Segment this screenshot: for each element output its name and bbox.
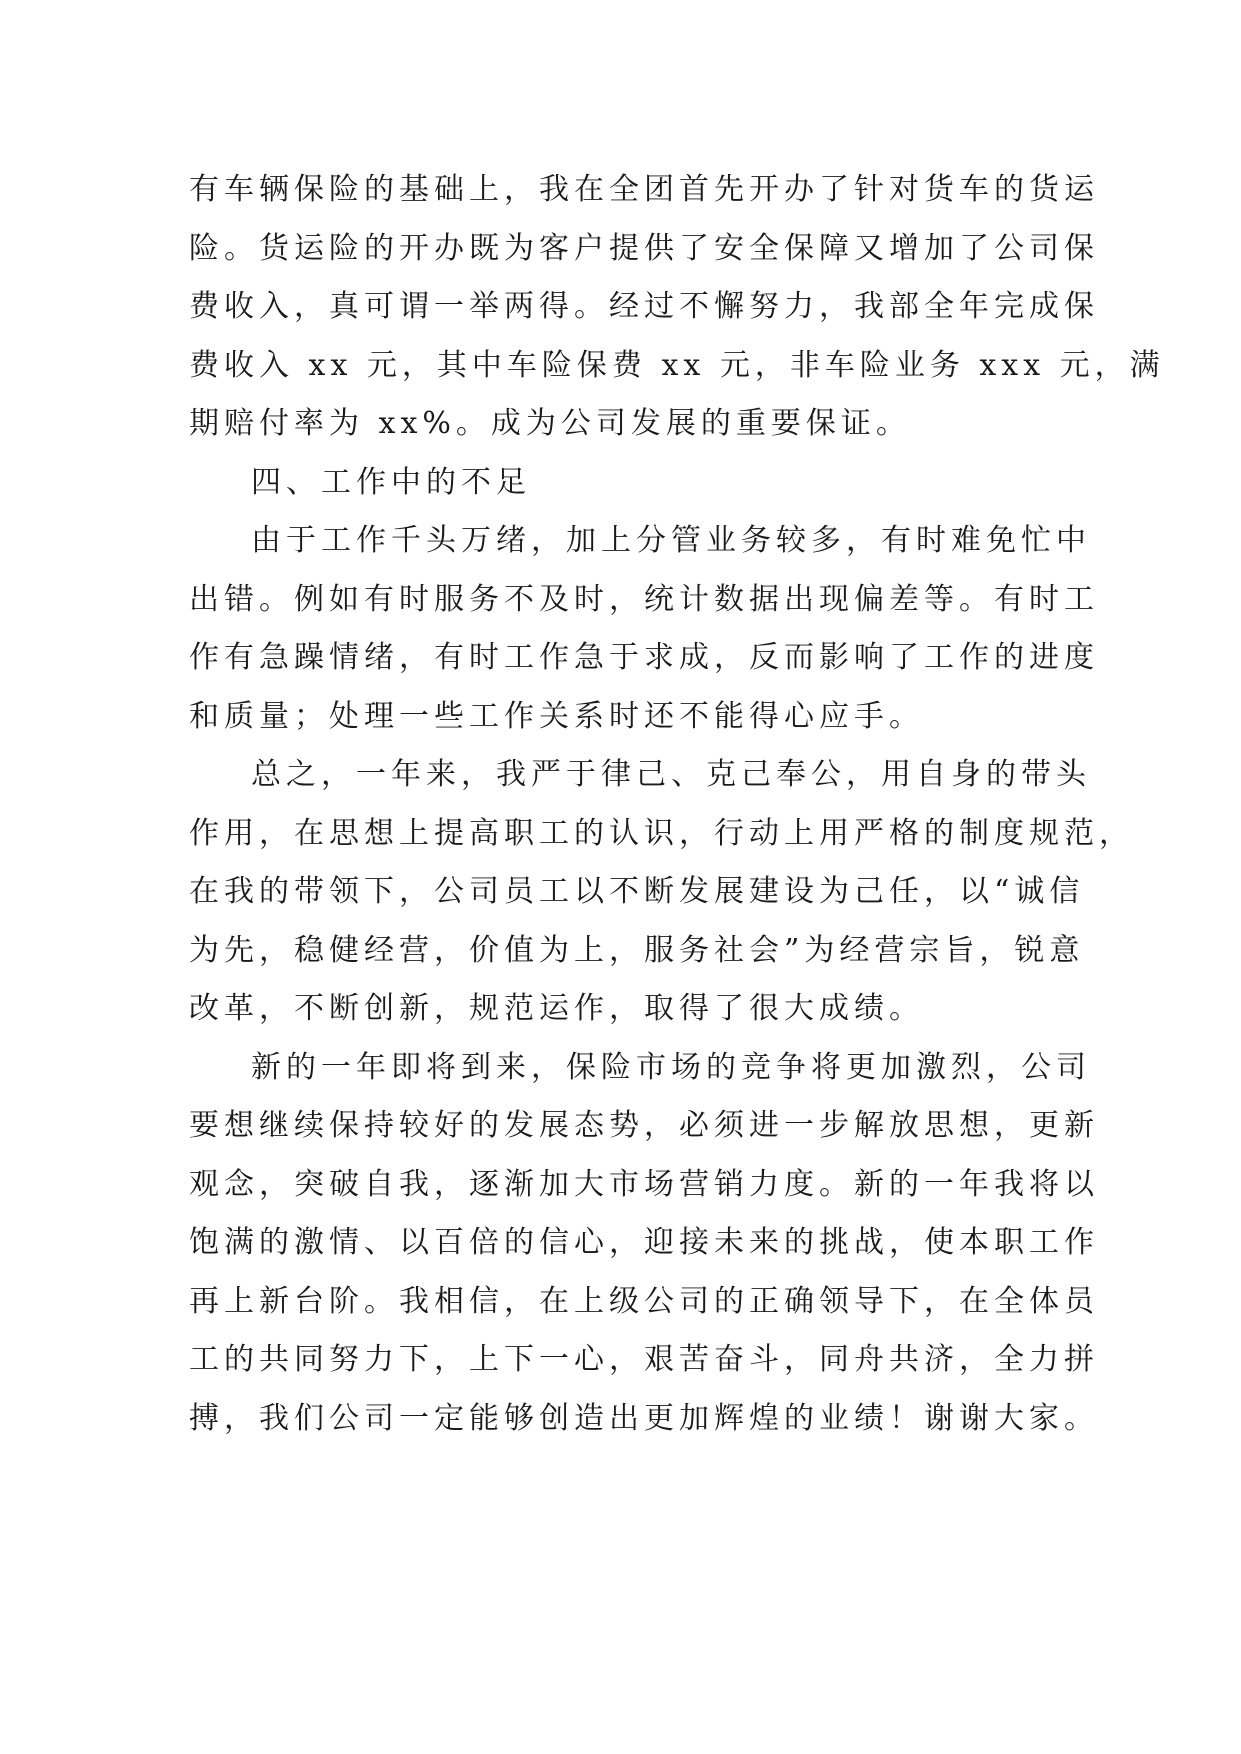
paragraph-3 xyxy=(189,746,1134,1039)
text-line: 作有急躁情绪，有时工作急于求成，反而影响了工作的进度 xyxy=(189,640,1099,675)
text-line: 出错。例如有时服务不及时，统计数据出现偏差等。有时工 xyxy=(189,581,1099,617)
text-line: 饱满的激情、以百倍的信心，迎接未来的挑战，使本职工作 xyxy=(189,1225,1099,1260)
body-text xyxy=(189,161,1165,1448)
text-line: 新的一年即将到来，保险市场的竞争将更加激烈，公司 xyxy=(251,1049,1091,1085)
text-line: 费收入 xx 元，其中车险保费 xx 元，非车险业务 xxx 元，满 xyxy=(189,347,1165,383)
text-line: 由于工作千头万绪，加上分管业务较多，有时难免忙中 xyxy=(251,523,1091,558)
text-line: 要想继续保持较好的发展态势，必须进一步解放思想，更新 xyxy=(189,1108,1099,1143)
text-line: 有车辆保险的基础上，我在全团首先开办了针对货车的货运 xyxy=(189,172,1099,207)
text-line: 改革，不断创新，规范运作，取得了很大成绩。 xyxy=(189,991,924,1026)
paragraph-4 xyxy=(189,1039,1099,1449)
paragraph-1 xyxy=(189,161,1165,454)
paragraph-2 xyxy=(189,512,1099,746)
text-line: 期赔付率为 xx%。成为公司发展的重要保证。 xyxy=(189,406,911,441)
text-line: 总之，一年来，我严于律己、克己奉公，用自身的带头 xyxy=(251,757,1091,792)
text-line: 和质量；处理一些工作关系时还不能得心应手。 xyxy=(189,698,924,734)
text-line: 搏，我们公司一定能够创造出更加辉煌的业绩！谢谢大家。 xyxy=(189,1400,1099,1436)
text-line: 在我的带领下，公司员工以不断发展建设为己任，以“诚信 xyxy=(189,874,1085,909)
text-line: 工的共同努力下，上下一心，艰苦奋斗，同舟共济，全力拼 xyxy=(189,1342,1099,1377)
text-line: 再上新台阶。我相信，在上级公司的正确领导下，在全体员 xyxy=(189,1283,1099,1319)
section-heading xyxy=(189,454,1059,513)
text-line: 作用，在思想上提高职工的认识，行动上用严格的制度规范， xyxy=(189,815,1134,851)
text-line: 费收入，真可谓一举两得。经过不懈努力，我部全年完成保 xyxy=(189,289,1099,324)
text-line: 四、工作中的不足 xyxy=(251,464,531,500)
text-line: 观念，突破自我，逐渐加大市场营销力度。新的一年我将以 xyxy=(189,1166,1099,1202)
text-line: 险。货运险的开办既为客户提供了安全保障又增加了公司保 xyxy=(189,230,1099,266)
text-line: 为先，稳健经营，价值为上，服务社会”为经营宗旨，锐意 xyxy=(189,932,1085,968)
